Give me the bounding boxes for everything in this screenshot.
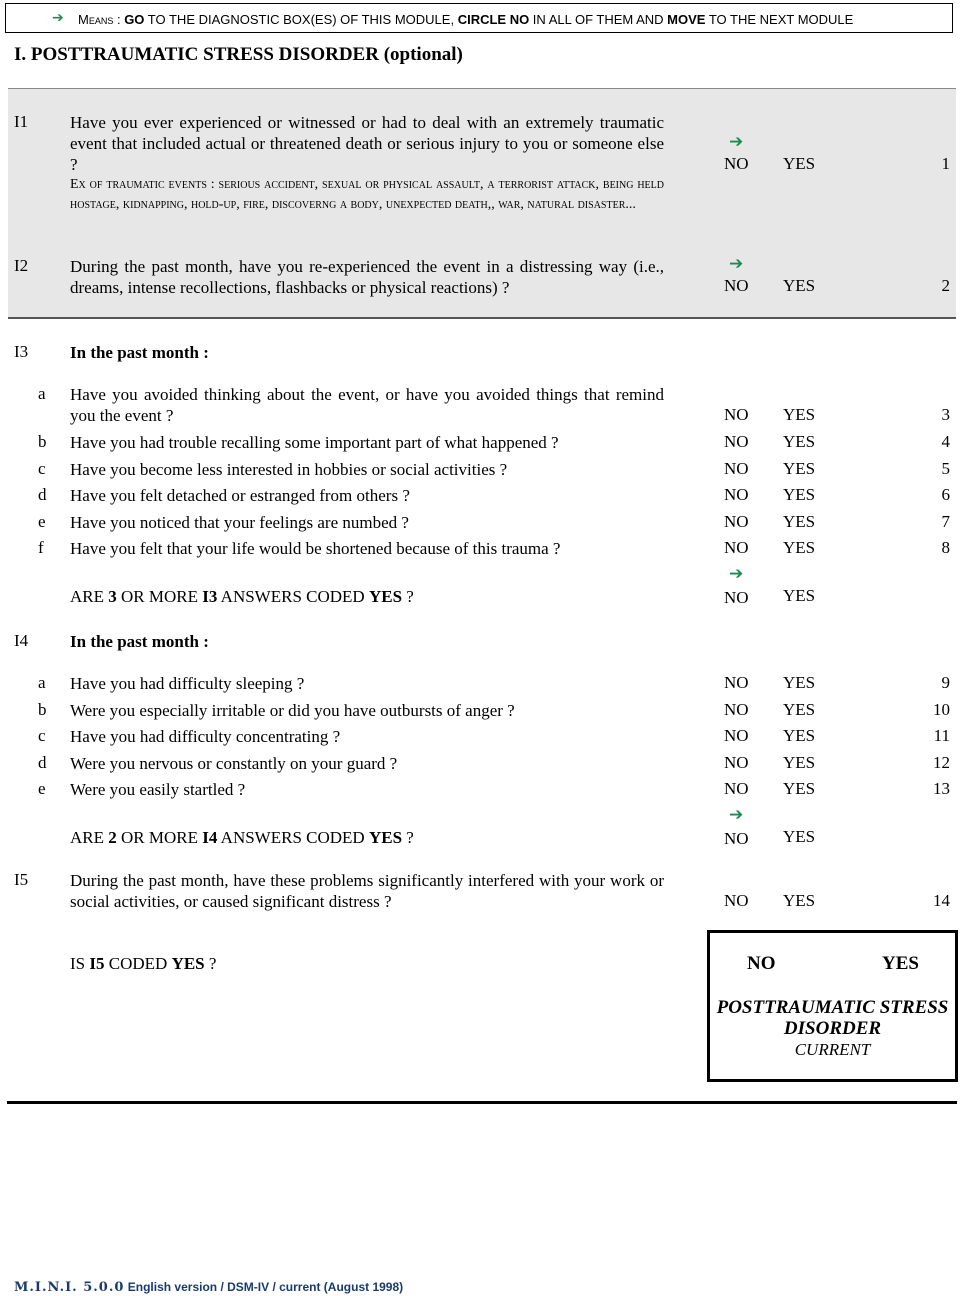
answer-no-i3c[interactable]: NO — [724, 459, 749, 478]
answer-yes-i4c[interactable]: YES — [783, 726, 816, 745]
answer-no-i4c[interactable]: NO — [724, 726, 749, 745]
item-letter: f — [38, 538, 44, 557]
question-id-i4: I4 — [14, 631, 29, 650]
answer-yes-i4a[interactable]: YES — [783, 673, 816, 692]
question-text-i3f: Have you felt that your life would be shortened because of this trauma ? — [70, 539, 561, 558]
answer-yes-i3f[interactable]: YES — [783, 538, 816, 557]
question-text-i4b: Were you especially irritable or did you have outbursts of anger ? — [70, 701, 515, 720]
answer-yes-i3d[interactable]: YES — [783, 485, 816, 504]
question-text-i1: Have you ever experienced or witnessed or had to deal with an extremely traumatic event that included actual or threatened death or serious injury to you or someone else ? — [70, 113, 664, 174]
diagnostic-box — [707, 930, 958, 1082]
arrow-right-icon: ➔ — [729, 254, 744, 274]
item-number: 9 — [941, 673, 950, 692]
answer-yes-i1[interactable]: YES — [783, 154, 816, 173]
diagnostic-no[interactable]: NO — [747, 953, 776, 974]
arrow-right-icon: ➔ — [729, 564, 744, 584]
item-letter: a — [38, 384, 46, 403]
question-id-i1: I1 — [14, 112, 29, 131]
answer-yes-i3e[interactable]: YES — [783, 512, 816, 531]
question-text-i4c: Have you had difficulty concentrating ? — [70, 727, 341, 746]
question-id-i5: I5 — [14, 870, 29, 889]
item-number-i2: 2 — [941, 276, 950, 295]
item-number: 3 — [941, 405, 950, 424]
item-number: 7 — [941, 512, 950, 531]
answer-yes-i3b[interactable]: YES — [783, 432, 816, 451]
footer — [14, 1280, 403, 1295]
question-id-i3: I3 — [14, 342, 29, 361]
answer-no-i3d[interactable]: NO — [724, 485, 749, 504]
answer-no-i4d[interactable]: NO — [724, 753, 749, 772]
answer-no-i4b[interactable]: NO — [724, 700, 749, 719]
answer-no-i3e[interactable]: NO — [724, 512, 749, 531]
footer-brand: M.I.N.I. 5.0.0 — [14, 1280, 125, 1295]
item-number: 6 — [941, 485, 950, 504]
item-letter: d — [38, 485, 47, 504]
question-text-i3c: Have you become less interested in hobbies or social activities ? — [70, 460, 508, 479]
section-header-i4: In the past month : — [70, 632, 209, 651]
question-text-i4e: Were you easily startled ? — [70, 780, 246, 799]
answer-no-summary-i4[interactable]: NO — [724, 829, 749, 848]
answer-no-i4e[interactable]: NO — [724, 779, 749, 798]
item-number: 8 — [941, 538, 950, 557]
item-letter: c — [38, 726, 46, 745]
question-id-i2: I2 — [14, 256, 29, 275]
arrow-right-icon: ➔ — [52, 10, 64, 26]
answer-no-summary-i3[interactable]: NO — [724, 588, 749, 607]
item-letter: d — [38, 753, 47, 772]
answer-yes-summary-i4[interactable]: YES — [783, 827, 816, 846]
arrow-right-icon: ➔ — [729, 805, 744, 825]
answer-yes-i3c[interactable]: YES — [783, 459, 816, 478]
answer-no-i2[interactable]: NO — [724, 276, 749, 295]
answer-no-i3a[interactable]: NO — [724, 405, 749, 424]
answer-yes-i4d[interactable]: YES — [783, 753, 816, 772]
answer-yes-i4e[interactable]: YES — [783, 779, 816, 798]
summary-i3: ARE 3 OR MORE I3 ANSWERS CODED YES ? — [70, 587, 414, 606]
question-text-i4a: Have you had difficulty sleeping ? — [70, 674, 305, 693]
examples-text-i1: Ex of traumatic events : serious accident, sexual or physical assault, a terrorist attack, being held hostage, kidnapping, hold-up, fire, discoverng a body, unexpected death,, war, natural disaster... — [70, 177, 664, 212]
diagnosis-name-line1: POSTTRAUMATIC STRESS — [716, 997, 949, 1018]
item-number-i5: 14 — [933, 891, 950, 910]
question-text-i2: During the past month, have you re-experienced the event in a distressing way (i.e., dreams, intense recollections, flashbacks or physical reactions) ? — [70, 257, 664, 297]
answer-no-i3b[interactable]: NO — [724, 432, 749, 451]
section-header-i3: In the past month : — [70, 343, 209, 362]
item-letter: e — [38, 512, 46, 531]
question-text-i4d: Were you nervous or constantly on your guard ? — [70, 754, 398, 773]
answer-no-i4a[interactable]: NO — [724, 673, 749, 692]
item-number: 10 — [933, 700, 950, 719]
question-text-i3d: Have you felt detached or estranged from others ? — [70, 486, 410, 505]
question-text-i3b: Have you had trouble recalling some important part of what happened ? — [70, 433, 559, 452]
item-letter: e — [38, 779, 46, 798]
instruction-banner — [5, 3, 953, 33]
diagnosis-timeframe: CURRENT — [794, 1040, 871, 1059]
answer-yes-i3a[interactable]: YES — [783, 405, 816, 424]
diagnosis-name-line2: DISORDER — [783, 1018, 882, 1039]
question-text-i3e: Have you noticed that your feelings are numbed ? — [70, 513, 409, 532]
section-divider — [7, 1101, 957, 1104]
footer-version: English version / DSM-IV / current (August 1998) — [124, 1280, 404, 1294]
banner-text: Means : GO TO THE DIAGNOSTIC BOX(ES) OF THIS MODULE, CIRCLE NO IN ALL OF THEM AND MOVE TO THE NEXT MODULE — [78, 12, 854, 27]
item-letter: b — [38, 432, 47, 451]
answer-no-i5[interactable]: NO — [724, 891, 749, 910]
arrow-right-icon: ➔ — [729, 132, 744, 152]
item-number: 4 — [941, 432, 950, 451]
summary-i5: IS I5 CODED YES ? — [70, 954, 217, 973]
item-number: 12 — [933, 753, 950, 772]
item-number: 5 — [941, 459, 950, 478]
item-number: 11 — [933, 726, 950, 745]
summary-i4: ARE 2 OR MORE I4 ANSWERS CODED YES ? — [70, 828, 414, 847]
item-number-i1: 1 — [941, 154, 950, 173]
banner-means: Means — [78, 12, 114, 27]
answer-yes-i2[interactable]: YES — [783, 276, 816, 295]
answer-no-i1[interactable]: NO — [724, 154, 749, 173]
item-letter: c — [38, 459, 46, 478]
item-number: 13 — [933, 779, 950, 798]
item-letter: a — [38, 673, 46, 692]
answer-no-i3f[interactable]: NO — [724, 538, 749, 557]
question-text-i5: During the past month, have these problems significantly interfered with your work or social activities, or caused significant distress ? — [70, 871, 664, 911]
answer-yes-i5[interactable]: YES — [783, 891, 816, 910]
module-title: I. POSTTRAUMATIC STRESS DISORDER (optional) — [14, 44, 463, 65]
item-letter: b — [38, 700, 47, 719]
diagnostic-yes[interactable]: YES — [882, 953, 919, 974]
question-text-i3a: Have you avoided thinking about the event, or have you avoided things that remind you the event ? — [70, 385, 664, 425]
answer-yes-i4b[interactable]: YES — [783, 700, 816, 719]
answer-yes-summary-i3[interactable]: YES — [783, 586, 816, 605]
